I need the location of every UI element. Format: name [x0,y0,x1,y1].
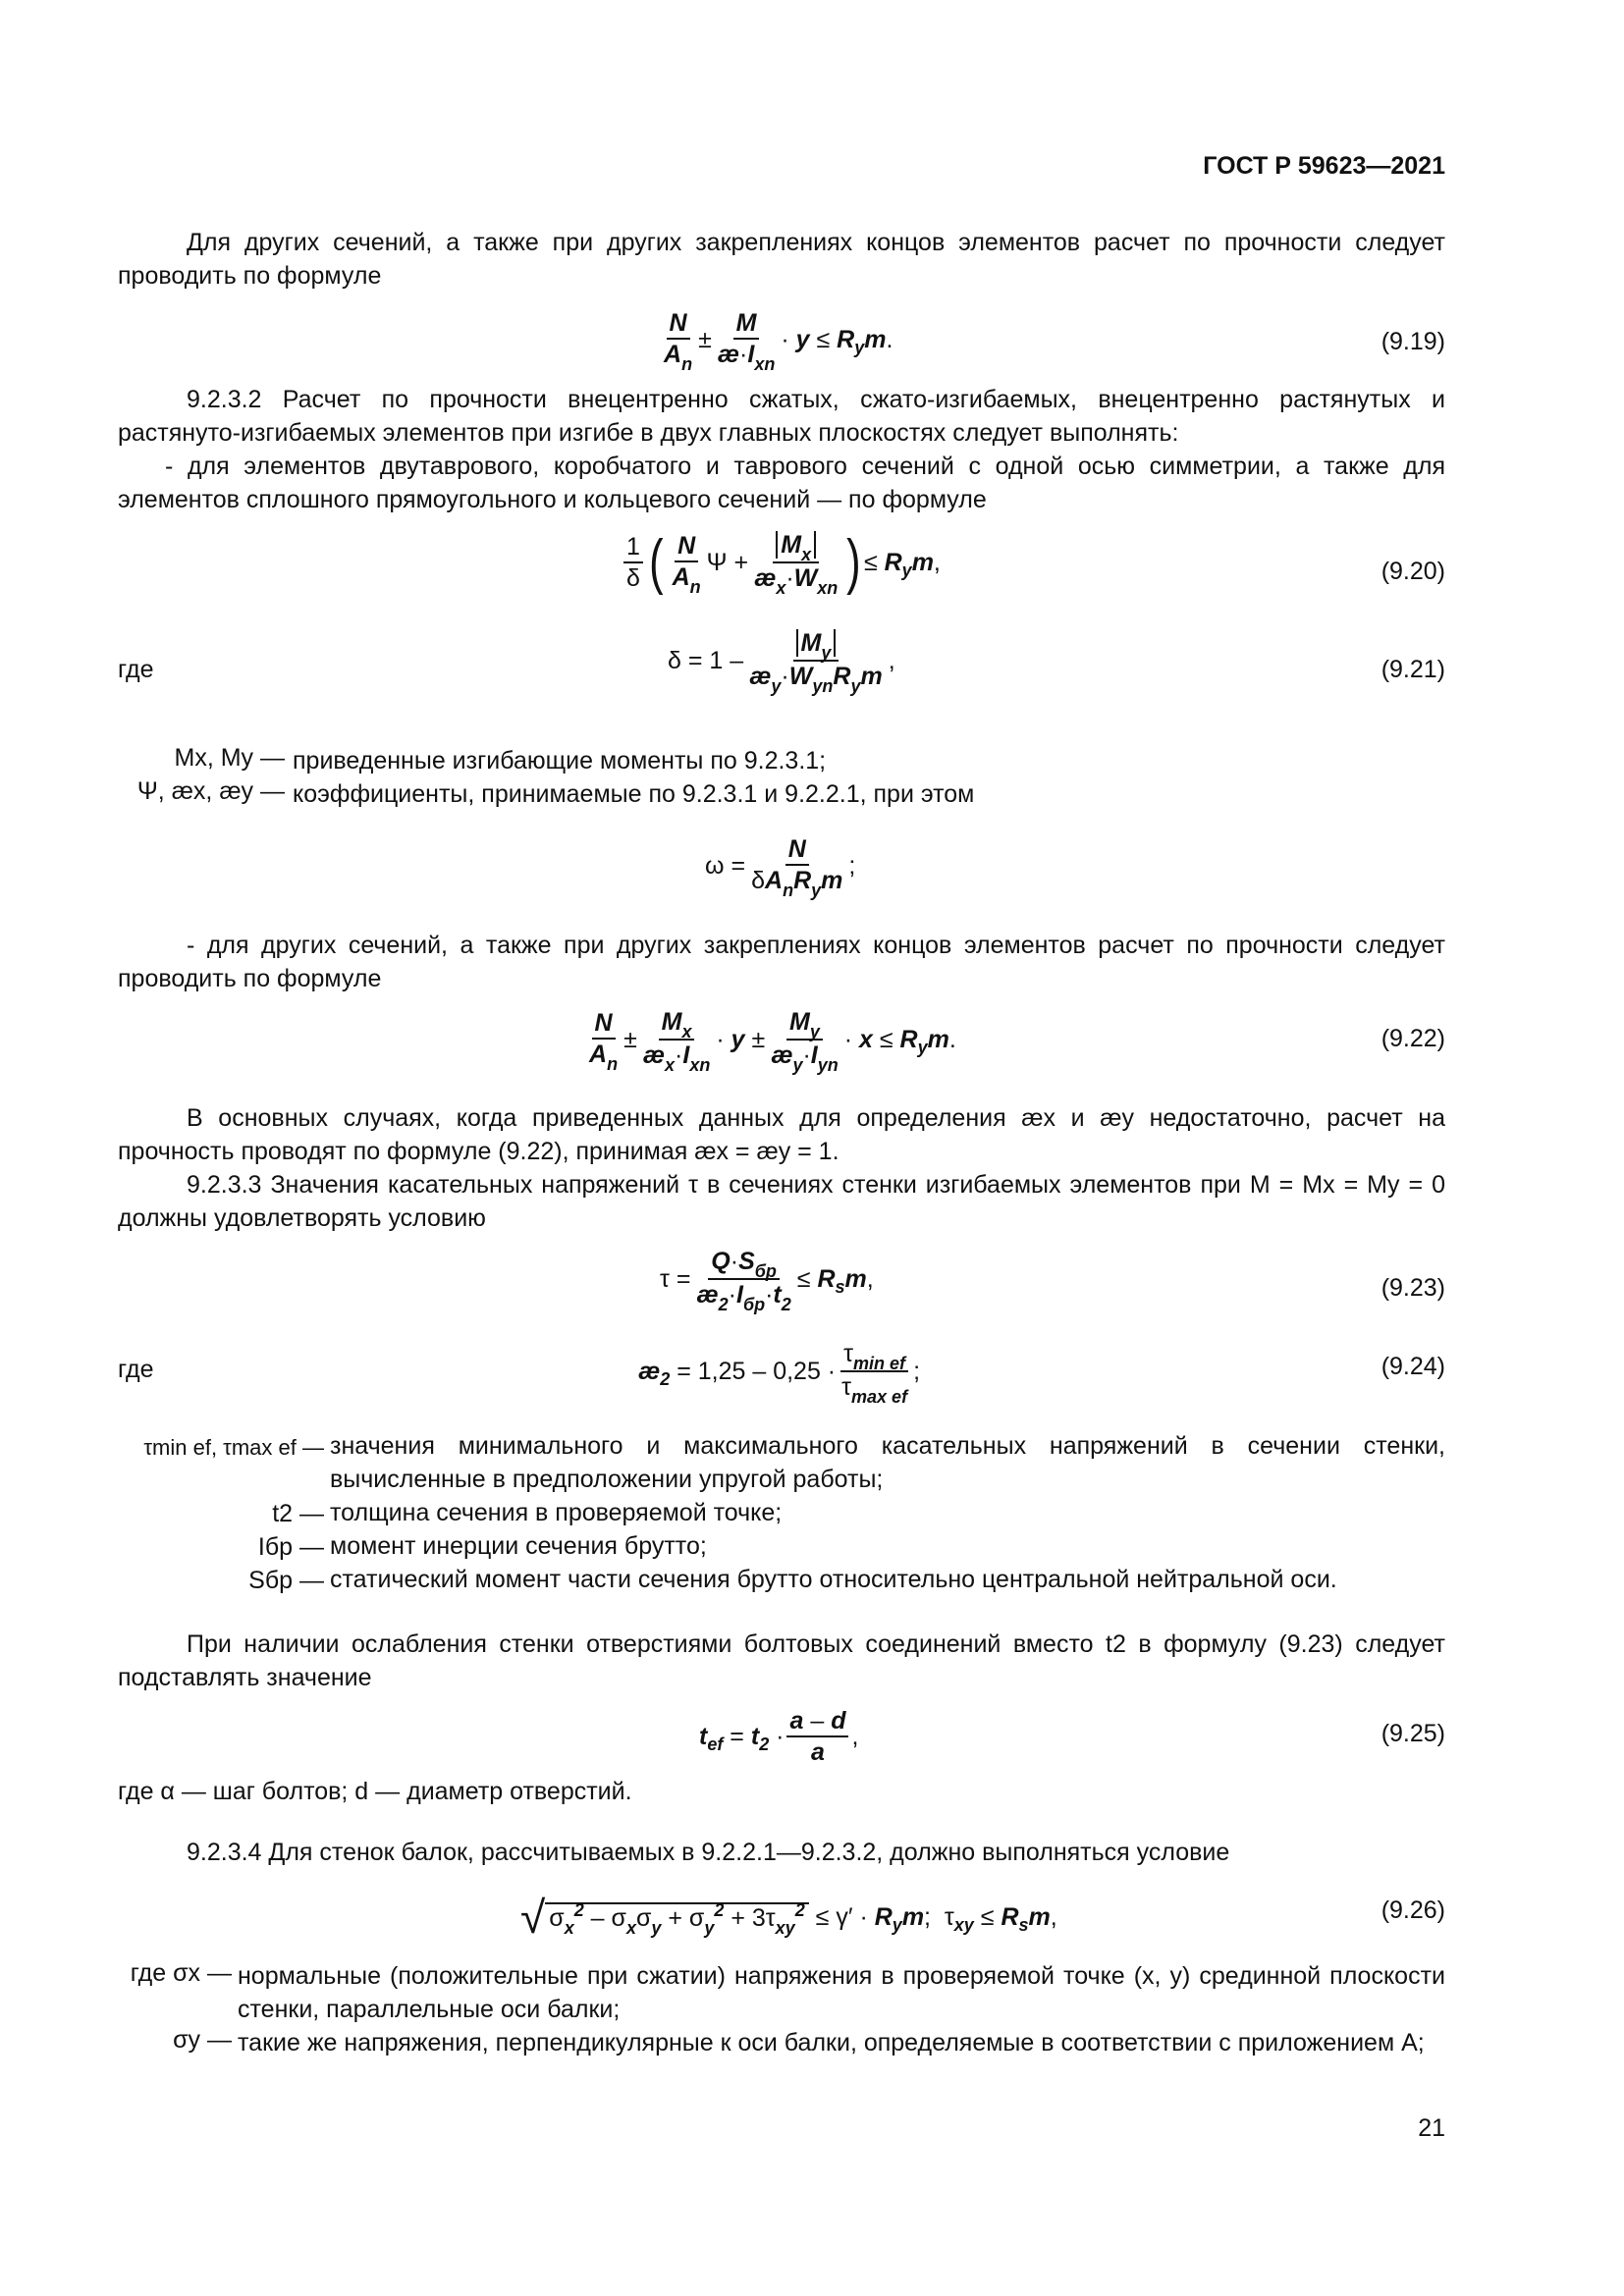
definition-term-sigma-x: где σx — [130,1959,232,1987]
formula-9-24: æ 2 = 1,25 – 0,25 · $\frac{\tau_{min ef}}{\tau_{max ef}}$ ; [638,1340,921,1407]
definition-term-ibr: Iбр — [257,1533,324,1561]
document-header-code: ГОСТ Р 59623—2021 [1203,152,1445,180]
paragraph-bolt-holes: При наличии ослабления стенки отверстиями болтовых соединений вместо t2 в формулу (9.23) следует подставлять значение [118,1630,1445,1691]
paragraph-other-sections: - для других сечений, а также при других закреплениях концов элементов расчет по прочности следует проводить по формуле [118,932,1445,992]
definition-text-sbr: статический момент части сечения брутто относительно центральной нейтральной оси. [330,1566,1337,1593]
definition-text-sigma-x: нормальные (положительные при сжатии) напряжения в проверяемой точке (x, y) срединной плоскости стенки, параллельные оси балки; [238,1962,1445,2023]
formula-9-23: τ = $\frac{Q\cdot S_{бр}}{æ_2\cdot I_{бр}\cdot t_2}$ ≤ R s m , [660,1248,874,1314]
equation-number-9-25: (9.25) [1380,1720,1445,1747]
definition-term-sbr: Sбр — [248,1567,324,1594]
label-gde-2: где [118,1356,154,1383]
definition-term-sigma-y: σy — [173,2026,232,2054]
equation-number-9-23: (9.23) [1380,1274,1445,1302]
definition-term-psi: Ψ, æx, æy — [136,777,285,805]
definition-text-mx-my: приведенные изгибающие моменты по 9.2.3.1; [293,747,827,774]
page-number: 21 [1418,2114,1445,2142]
formula-9-26: √ $\sigma_x^2 - \sigma_x\sigma_y + \sigma_y^2 + 3\tau_{xy}^2$ ≤ γ′ · R y m ; τ xy ≤ R s m , [520,1892,1057,1943]
definition-text-tau: значения минимального и максимального касательных напряжений в сечении стенки, вычисленные в предположении упругой работы; [330,1432,1445,1493]
formula-9-20: $\frac{1}{\delta}$ ( $\frac{N}{A_n}$ Ψ + $\frac{M_x}{æ_x\cdot W_{xn}}$ ) ≤ R y m , [621,530,941,595]
paragraph-bolt-step: где α — шаг болтов; d — диаметр отверстий. [118,1778,632,1805]
equation-number-9-26: (9.26) [1380,1896,1445,1924]
equation-number-9-20: (9.20) [1380,558,1445,585]
formula-omega: ω = $\frac{N}{\delta A_nR_ym}$ ; [705,835,856,900]
label-gde-1: где [118,656,154,683]
formula-9-22: $\frac{N}{A_n}$ ± $\frac{M_x}{æ_x\cdot I_{xn}}$ · y ± $\frac{M_y}{æ_y\cdot I_{yn}}$ · x ≤ R y m . [589,1008,956,1075]
definition-text-ibr: момент инерции сечения брутто; [330,1532,707,1560]
equation-number-9-21: (9.21) [1380,656,1445,683]
definition-text-sigma-y: такие же напряжения, перпендикулярные к оси балки, определяемые в соответствии с приложением А; [238,2029,1425,2056]
definition-text-t2: толщина сечения в проверяемой точке; [330,1499,783,1526]
paragraph-9-2-3-3: 9.2.3.3 Значения касательных напряжений τ в сечениях стенки изгибаемых элементов при M = Mx = My = 0 должны удовлетворять условию [118,1171,1445,1232]
equation-number-9-19: (9.19) [1380,328,1445,355]
formula-9-19: $\frac{N}{A_n}$ ± $\frac{M}{æ\cdot I_{xn}}$ · y ≤ R y m . [664,309,893,374]
paragraph-1: Для других сечений, а также при других закреплениях концов элементов расчет по прочности следует проводить по формуле [118,229,1445,290]
paragraph-main-cases: В основных случаях, когда приведенных данных для определения æx и æy недостаточно, расчет на прочность проводят по формуле (9.22), принимая æx = æy = 1. [118,1104,1445,1165]
paragraph-dvutavr: - для элементов двутаврового, коробчатого и таврового сечений с одной осью симметрии, а также для элементов сплошного прямоугольного и кольцевого сечений — по формуле [118,453,1445,513]
equation-number-9-24: (9.24) [1380,1353,1445,1380]
definition-term-t2: t2 — [272,1500,324,1527]
paragraph-9-2-3-4: 9.2.3.4 Для стенок балок, рассчитываемых в 9.2.2.1—9.2.3.2, должно выполняться условие [187,1839,1230,1866]
definition-term-mx-my: Mx, My — [174,744,285,772]
paragraph-9-2-3-2: 9.2.3.2 Расчет по прочности внецентренно сжатых, сжато-изгибаемых, внецентренно растянутых и растянуто-изгибаемых элементов при изгибе в двух главных плоскостях следует выполнять: [118,386,1445,447]
formula-9-21: δ = 1 – $\frac{M_y}{æ_y\cdot W_{yn}R_ym}$ , [668,629,895,696]
definition-text-psi: коэффициенты, принимаемые по 9.2.3.1 и 9.2.2.1, при этом [293,780,975,808]
equation-number-9-22: (9.22) [1380,1025,1445,1052]
definition-term-tau: τmin ef, τmax ef — [143,1435,324,1460]
formula-9-25: t ef = t 2 · $\frac{a - d}{a}$ , [699,1707,859,1766]
